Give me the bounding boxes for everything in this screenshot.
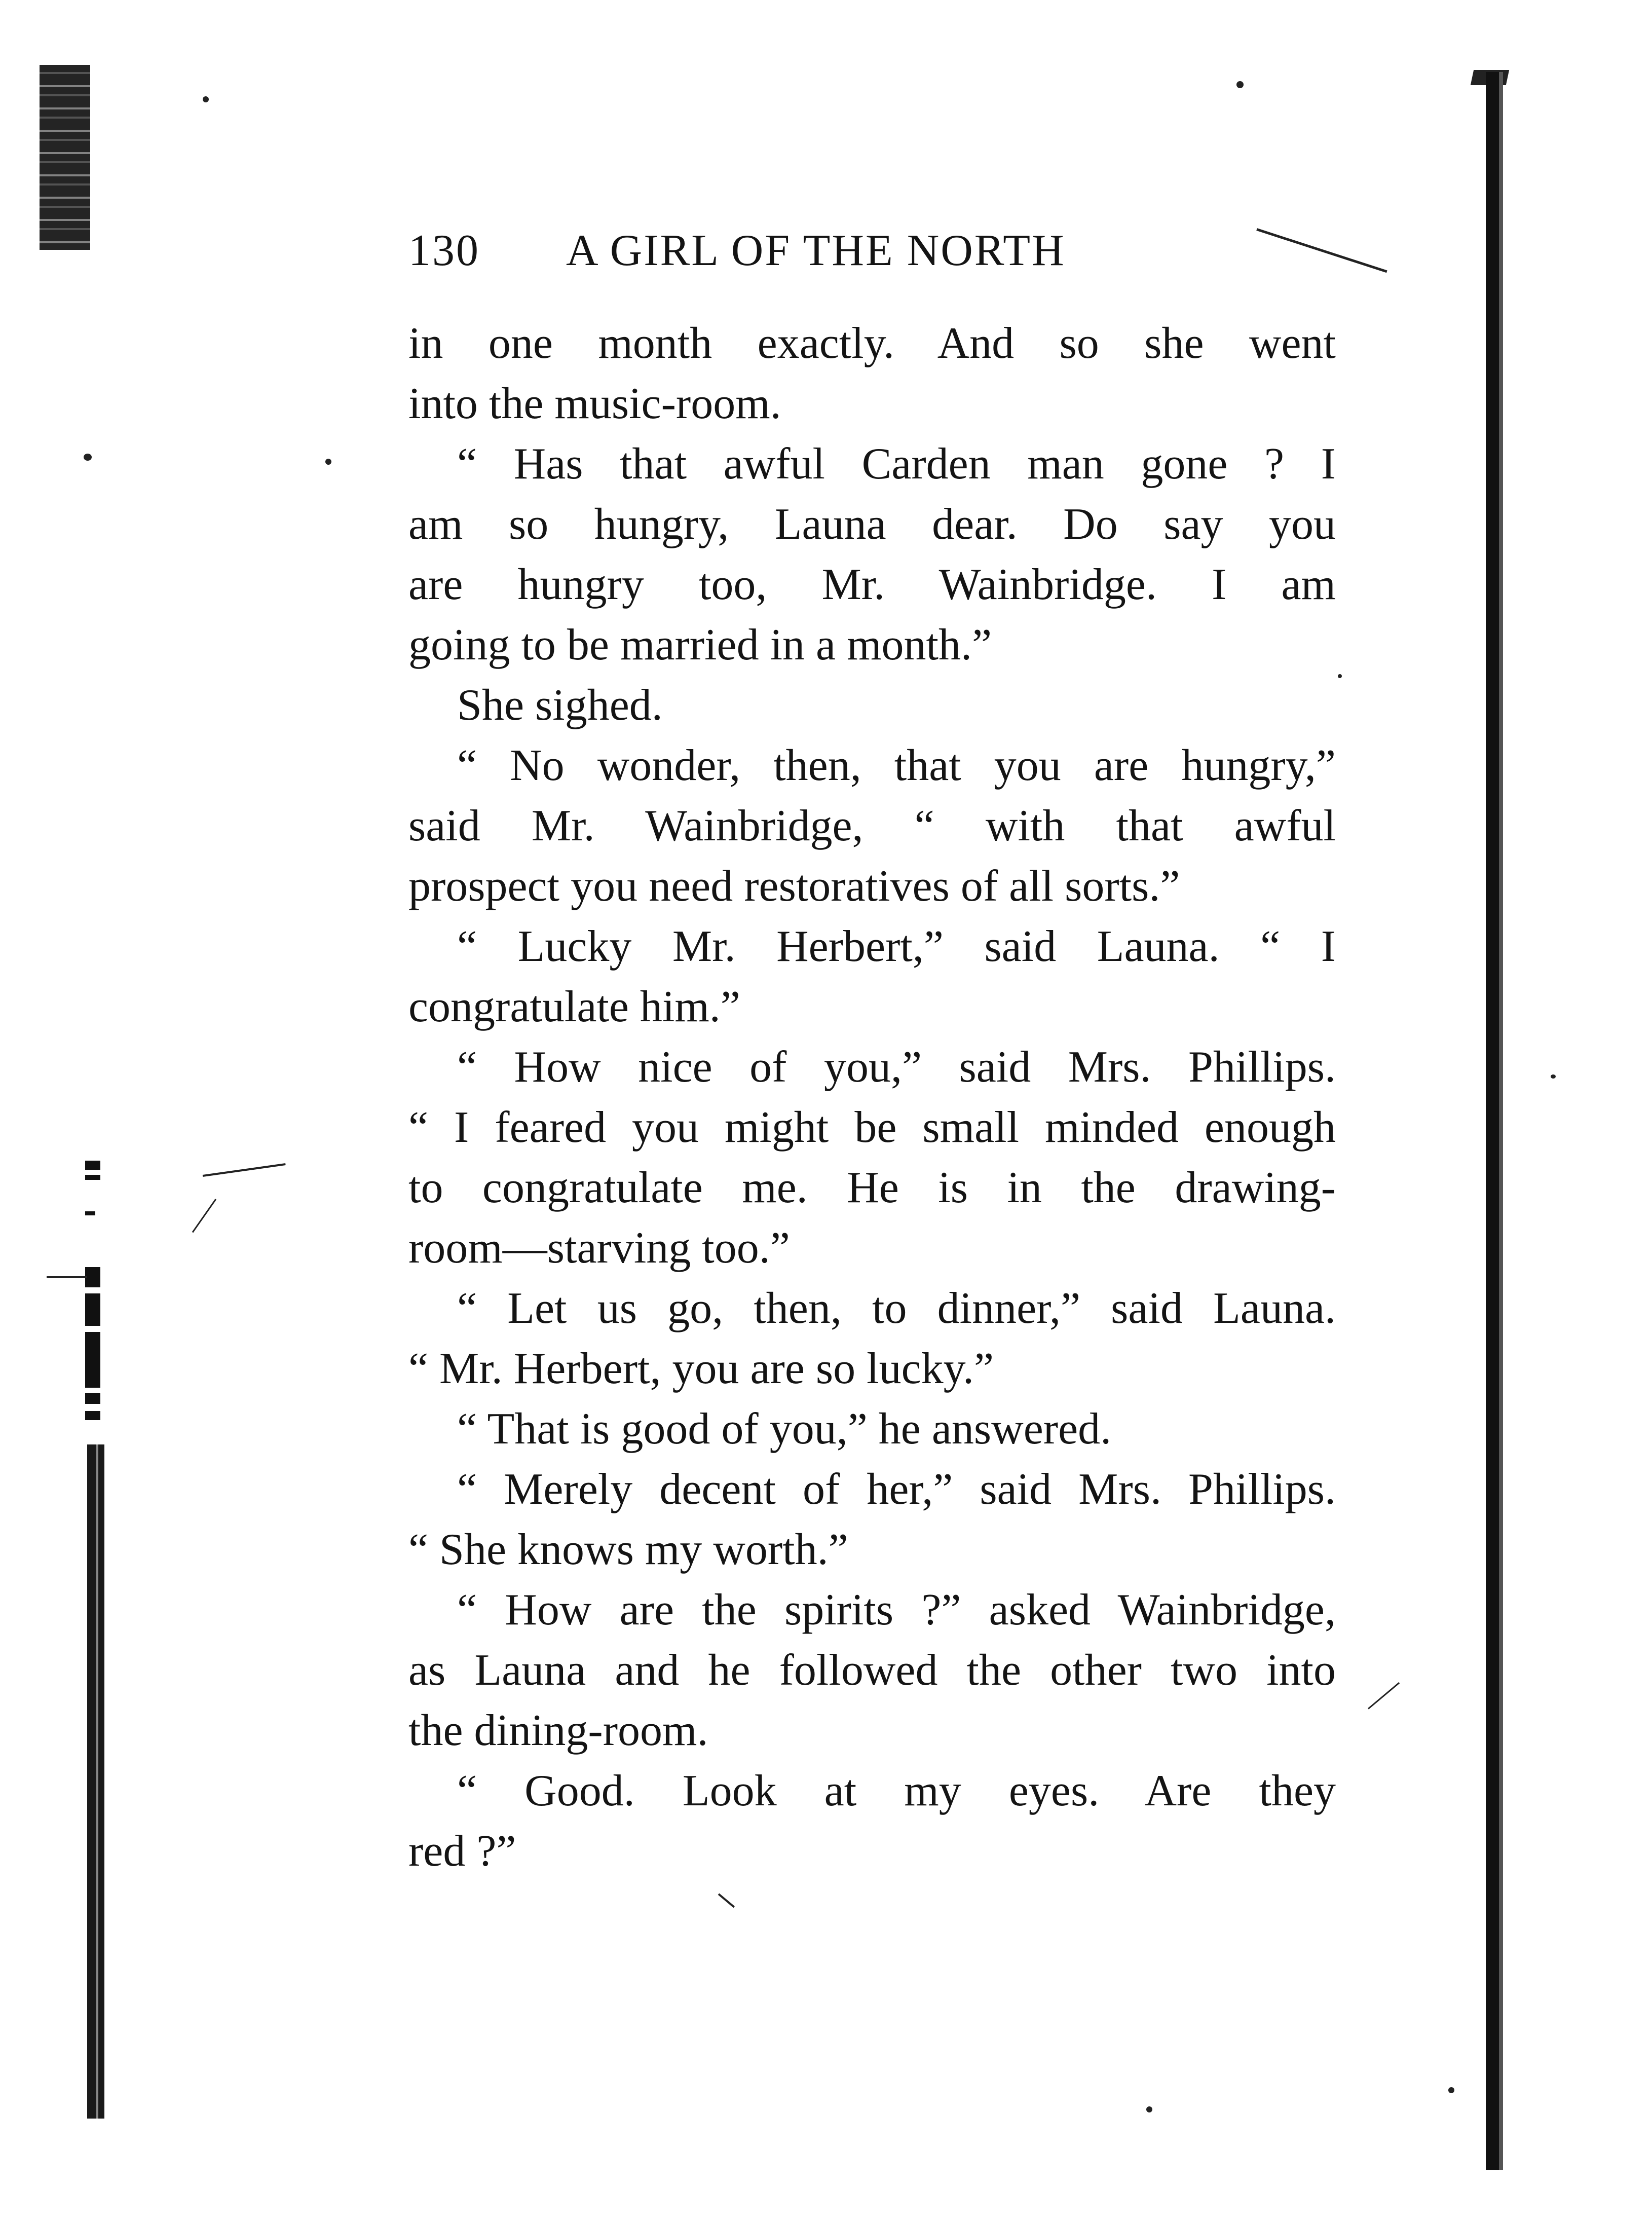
text-line: “ Mr. Herbert, you are so lucky.” bbox=[408, 1344, 994, 1393]
text-line: “ She knows my worth.” bbox=[408, 1525, 848, 1574]
text-line: in one month exactly. And so she went bbox=[408, 319, 1336, 368]
text-line: “ How nice of you,” said Mrs. Phillips. bbox=[457, 1043, 1336, 1092]
pen-stroke bbox=[192, 1199, 216, 1233]
text-line: She sighed. bbox=[457, 681, 663, 730]
scan-binding-marks-left bbox=[85, 1161, 103, 1424]
text-line: “ Has that awful Carden man gone ? I bbox=[457, 439, 1336, 489]
scan-speck bbox=[325, 459, 331, 465]
scan-speck bbox=[1236, 81, 1244, 88]
text-line: “ No wonder, then, that you are hungry,” bbox=[457, 741, 1336, 790]
text-line: am so hungry, Launa dear. Do say you bbox=[408, 500, 1336, 549]
text-line: “ Merely decent of her,” said Mrs. Phillips. bbox=[457, 1465, 1336, 1514]
scan-speck bbox=[1551, 1074, 1556, 1079]
text-line: going to be married in a month.” bbox=[408, 620, 992, 670]
text-line: “ Let us go, then, to dinner,” said Launa. bbox=[457, 1284, 1336, 1333]
text-line: “ I feared you might be small minded enough bbox=[408, 1103, 1336, 1152]
pen-stroke bbox=[1368, 1682, 1400, 1710]
text-line: into the music-room. bbox=[408, 379, 781, 428]
scan-binding-shadow-right bbox=[1486, 72, 1503, 2170]
scan-speck bbox=[84, 454, 92, 461]
text-line: to congratulate me. He is in the drawing- bbox=[408, 1163, 1336, 1212]
text-line: the dining-room. bbox=[408, 1706, 708, 1755]
scan-speck bbox=[203, 96, 209, 102]
text-line: “ How are the spirits ?” asked Wainbridge, bbox=[457, 1585, 1336, 1635]
pen-stroke bbox=[718, 1893, 735, 1908]
text-line: “ Lucky Mr. Herbert,” said Launa. “ I bbox=[457, 922, 1336, 971]
scan-speck bbox=[1338, 674, 1342, 678]
text-line: “ Good. Look at my eyes. Are they bbox=[457, 1766, 1336, 1815]
scan-binding-shadow-top-left bbox=[40, 65, 90, 250]
book-title: A GIRL OF THE NORTH bbox=[566, 226, 1066, 275]
text-line: red ?” bbox=[408, 1827, 516, 1876]
text-line: as Launa and he followed the other two into bbox=[408, 1646, 1336, 1695]
scan-binding-shadow-bottom-left bbox=[87, 1444, 104, 2119]
text-line: are hungry too, Mr. Wainbridge. I am bbox=[408, 560, 1336, 609]
pen-stroke bbox=[203, 1163, 286, 1177]
scan-mark bbox=[47, 1276, 87, 1278]
scan-speck bbox=[1448, 2087, 1454, 2093]
text-line: said Mr. Wainbridge, “ with that awful bbox=[408, 801, 1336, 850]
scan-speck bbox=[1146, 2106, 1152, 2112]
body-text bbox=[408, 313, 1336, 1881]
text-line: congratulate him.” bbox=[408, 982, 740, 1031]
text-line: “ That is good of you,” he answered. bbox=[457, 1404, 1112, 1454]
text-line: room—starving too.” bbox=[408, 1223, 790, 1273]
running-head bbox=[408, 223, 1331, 279]
page-number: 130 bbox=[408, 226, 480, 275]
text-line: prospect you need restoratives of all sorts.” bbox=[408, 862, 1180, 911]
